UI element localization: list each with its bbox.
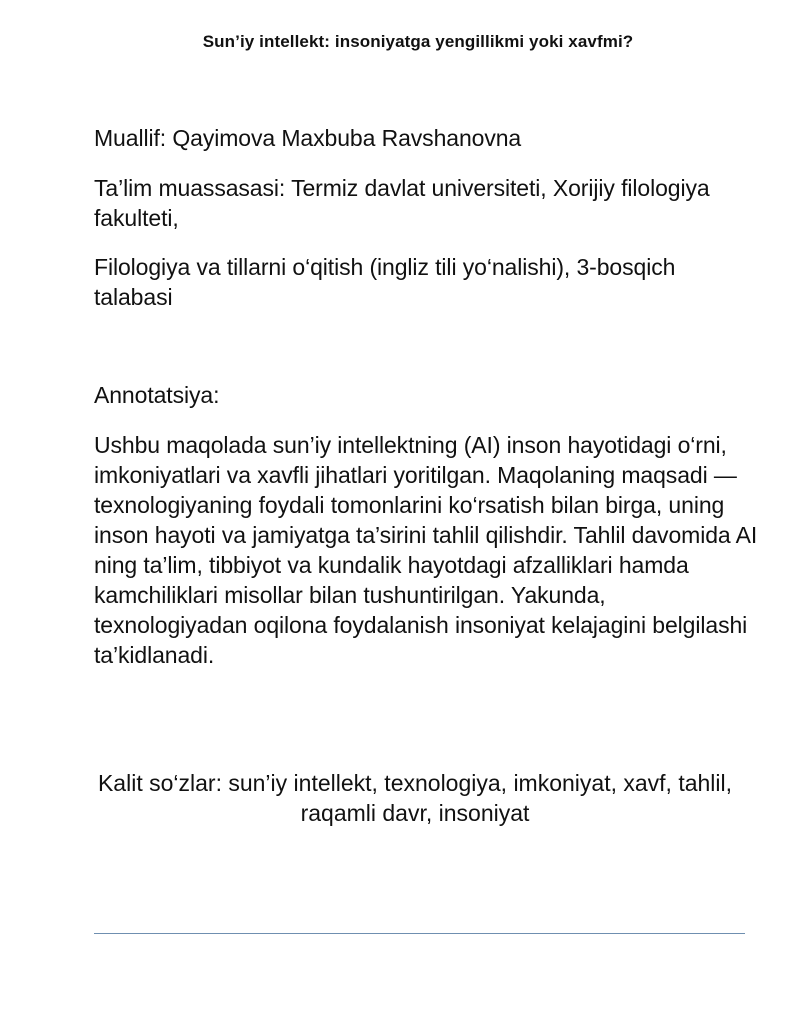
annotation-body: Ushbu maqolada sun’iy intellektning (AI) inson hayotidagi o‘rni, imkoniyatlari va xavfli jihatlari yoritilgan. Maqolaning maqsadi — texnologiyaning foydali tomonlarini ko‘rsatish bilan birga, uning inson hayoti va jamiyatga ta’sirini tahlil qilishdir. Tahlil davomida AI ning ta’lim, tibbiyot va kundalik hayotdagi afzalliklari hamda kamchiliklari misollar bilan tushuntirilgan. Yakunda, texnologiyadan oqilona foydalanish insoniyat kelajagini belgilashi ta’kidlanadi. xyxy=(94,432,758,668)
institution-line: Ta’lim muassasasi: Termiz davlat universiteti, Xorijiy filologiya fakulteti, xyxy=(94,175,710,231)
keywords-line: Kalit so‘zlar: sun’iy intellekt, texnologiya, imkoniyat, xavf, tahlil, raqamli davr, insoniyat xyxy=(97,770,733,826)
footer-divider xyxy=(94,933,745,934)
annotation-heading: Annotatsiya: xyxy=(94,382,220,408)
program-line: Filologiya va tillarni o‘qitish (ingliz tili yo‘nalishi), 3-bosqich talabasi xyxy=(94,254,676,310)
page-title: Sun’iy intellekt: insoniyatga yengillikmi yoki xavfmi? xyxy=(202,32,634,51)
author-line: Muallif: Qayimova Maxbuba Ravshanovna xyxy=(94,125,522,151)
